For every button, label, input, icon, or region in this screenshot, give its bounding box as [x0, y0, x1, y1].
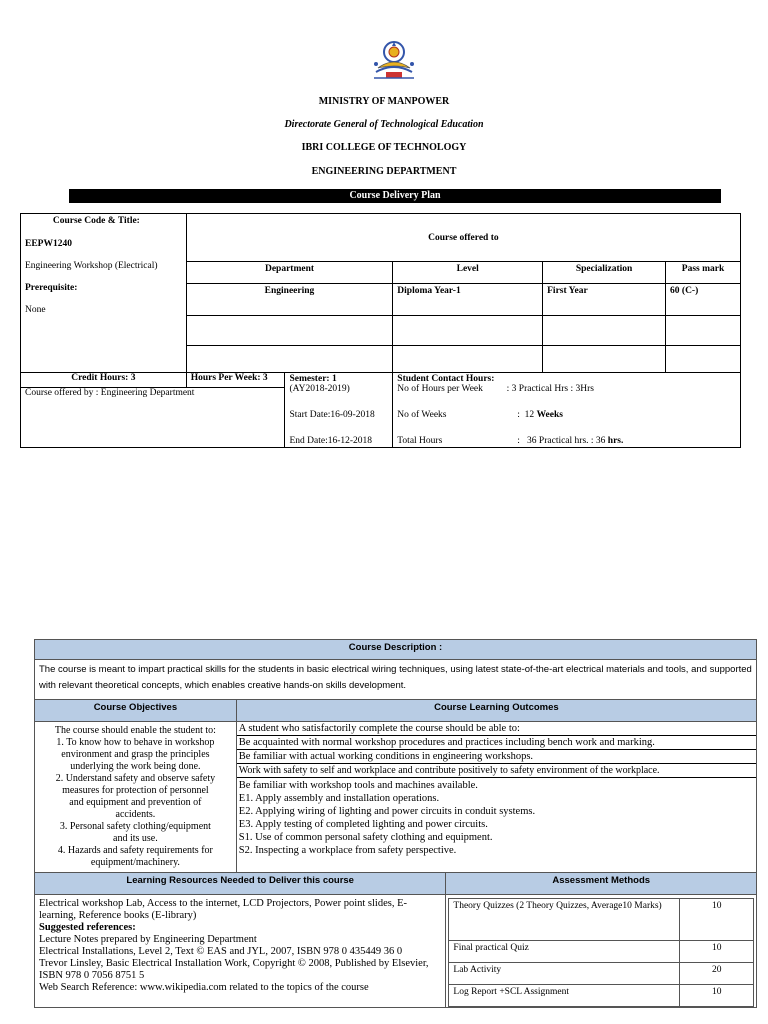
code-title-label: Course Code & Title: — [52, 216, 140, 226]
prerequisite-value: None — [25, 305, 46, 315]
col-level: Level — [393, 262, 543, 284]
department-title: ENGINEERING DEPARTMENT — [311, 166, 457, 177]
directorate-title: Directorate General of Technological Education — [284, 119, 484, 130]
outcome-line: S1. Use of common personal safety clothing and equipment. — [238, 832, 493, 843]
assessment-table — [448, 898, 754, 1007]
level-value: Diploma Year-1 — [393, 284, 543, 316]
passmark-value: 60 (C-) — [666, 284, 741, 316]
credit-hours: Credit Hours: 3 — [21, 373, 187, 388]
objective-line: and its use. — [113, 833, 158, 844]
total-unit: hrs. — [607, 436, 624, 446]
reference-item: Lecture Notes prepared by Engineering Department — [39, 934, 257, 945]
objective-line: 4. Hazards and safety requirements for — [57, 845, 213, 856]
objectives-list — [35, 722, 237, 873]
assessment-weight: 10 — [680, 985, 754, 1007]
offered-by: Course offered by : Engineering Department — [21, 387, 285, 447]
objective-line: The course should enable the student to: — [54, 725, 216, 736]
plan-title-bar: Course Delivery Plan — [69, 189, 721, 203]
objective-line: 1. To know how to behave in workshop — [56, 737, 215, 748]
outcome-line: E1. Apply assembly and installation operations. — [238, 793, 440, 804]
objective-line: accidents. — [115, 809, 156, 820]
outcome-line: E3. Apply testing of completed lighting and power circuits. — [238, 819, 488, 830]
hours-per-week-line: No of Hours per Week : 3 Practical Hrs : 3Hrs — [397, 384, 594, 394]
assessment-method: Lab Activity — [449, 963, 680, 985]
reference-item: Web Search Reference: www.wikipedia.com related to the topics of the course — [39, 982, 369, 993]
outcomes-list — [236, 722, 756, 873]
assessment-method: Log Report +SCL Assignment — [449, 985, 680, 1007]
college-title: IBRI COLLEGE OF TECHNOLOGY — [301, 142, 467, 153]
outcome-item: Work with safety to self and workplace and contribute positively to safety environment of the workplace. — [237, 764, 756, 778]
college-logo — [366, 38, 422, 84]
department-value: Engineering — [186, 284, 393, 316]
references-label: Suggested references: — [39, 922, 136, 933]
description-title: Course Description : — [35, 640, 757, 660]
assessment-title: Assessment Methods — [446, 873, 757, 895]
assessment-weight: 20 — [680, 963, 754, 985]
course-code: EEPW1240 — [25, 239, 72, 249]
total-label: Total Hours — [397, 436, 443, 446]
specialization-value: First Year — [543, 284, 666, 316]
course-description-table — [34, 639, 757, 1008]
outcome-item: A student who satisfactorily complete the course should be able to: — [237, 722, 756, 736]
resources-intro: Electrical workshop Lab, Access to the internet, LCD Projectors, Power point slides, E-learning, Reference books (E-library) — [39, 898, 407, 921]
objectives-title: Course Objectives — [35, 700, 237, 722]
assessment-method: Final practical Quiz — [449, 941, 680, 963]
contact-hours-label: Student Contact Hours: — [397, 374, 495, 384]
objective-line: 3. Personal safety clothing/equipment — [59, 821, 211, 832]
objective-line: 2. Understand safety and observe safety — [55, 773, 216, 784]
ministry-title: MINISTRY OF MANPOWER — [318, 96, 450, 107]
start-date: Start Date:16-09-2018 — [289, 410, 375, 420]
offered-to-label: Course offered to — [186, 214, 740, 262]
prerequisite-label: Prerequisite: — [25, 283, 78, 293]
reference-item: Trevor Linsley, Basic Electrical Installation Work, Copyright © 2008, Published by Elsevier, ISBN 978 0 7056 8751 5 — [39, 958, 429, 981]
weeks-label: No of Weeks — [397, 410, 447, 420]
col-specialization: Specialization — [543, 262, 666, 284]
objective-line: measures for protection of personnel — [62, 785, 209, 796]
objective-line: underlying the work being done. — [70, 761, 201, 772]
semester: Semester: 1 — [289, 374, 337, 384]
weeks-unit: Weeks — [536, 410, 563, 420]
course-title: Engineering Workshop (Electrical) — [25, 261, 158, 271]
weeks-line — [397, 410, 736, 420]
outcome-block — [237, 778, 756, 858]
col-passmark: Pass mark — [666, 262, 741, 284]
objective-line: environment and grasp the principles — [61, 749, 210, 760]
end-date: End Date:16-12-2018 — [289, 436, 373, 446]
resources-content — [35, 895, 446, 1008]
course-info-table — [20, 213, 741, 448]
academic-year: (AY2018-2019) — [289, 384, 350, 394]
outcome-item: Be acquainted with normal workshop procedures and practices including bench work and marking. — [237, 736, 756, 750]
outcome-line: E2. Applying wiring of lighting and power circuits in conduit systems. — [238, 806, 536, 817]
resources-title: Learning Resources Needed to Deliver this course — [35, 873, 446, 895]
reference-item: Electrical Installations, Level 2, Text © EAS and JYL, 2007, ISBN 978 0 435449 36 0 — [39, 946, 403, 957]
assessment-weight: 10 — [680, 899, 754, 941]
outcome-line: S2. Inspecting a workplace from safety perspective. — [238, 845, 457, 856]
description-text: The course is meant to impart practical skills for the students in basic electrical wiring techniques, using latest state-of-the-art electrical materials and tools, and supported with relevant theoretical concepts, which enables creative hands-on skills development. — [35, 660, 757, 700]
outcome-item: Be familiar with actual working conditions in engineering workshops. — [237, 750, 756, 764]
total-value: : 36 Practical hrs. : 36 — [517, 436, 608, 446]
objective-line: and equipment and prevention of — [69, 797, 202, 808]
assessment-weight: 10 — [680, 941, 754, 963]
total-line — [397, 436, 736, 446]
assessment-cell — [446, 895, 757, 1008]
assessment-method: Theory Quizzes (2 Theory Quizzes, Average10 Marks) — [449, 899, 680, 941]
outcomes-title: Course Learning Outcomes — [236, 700, 756, 722]
weeks-value: : 12 — [517, 410, 537, 420]
outcome-line: Be familiar with workshop tools and machines available. — [238, 780, 478, 791]
hours-per-week: Hours Per Week: 3 — [186, 373, 285, 388]
objective-line: equipment/machinery. — [90, 857, 180, 868]
col-department: Department — [186, 262, 393, 284]
